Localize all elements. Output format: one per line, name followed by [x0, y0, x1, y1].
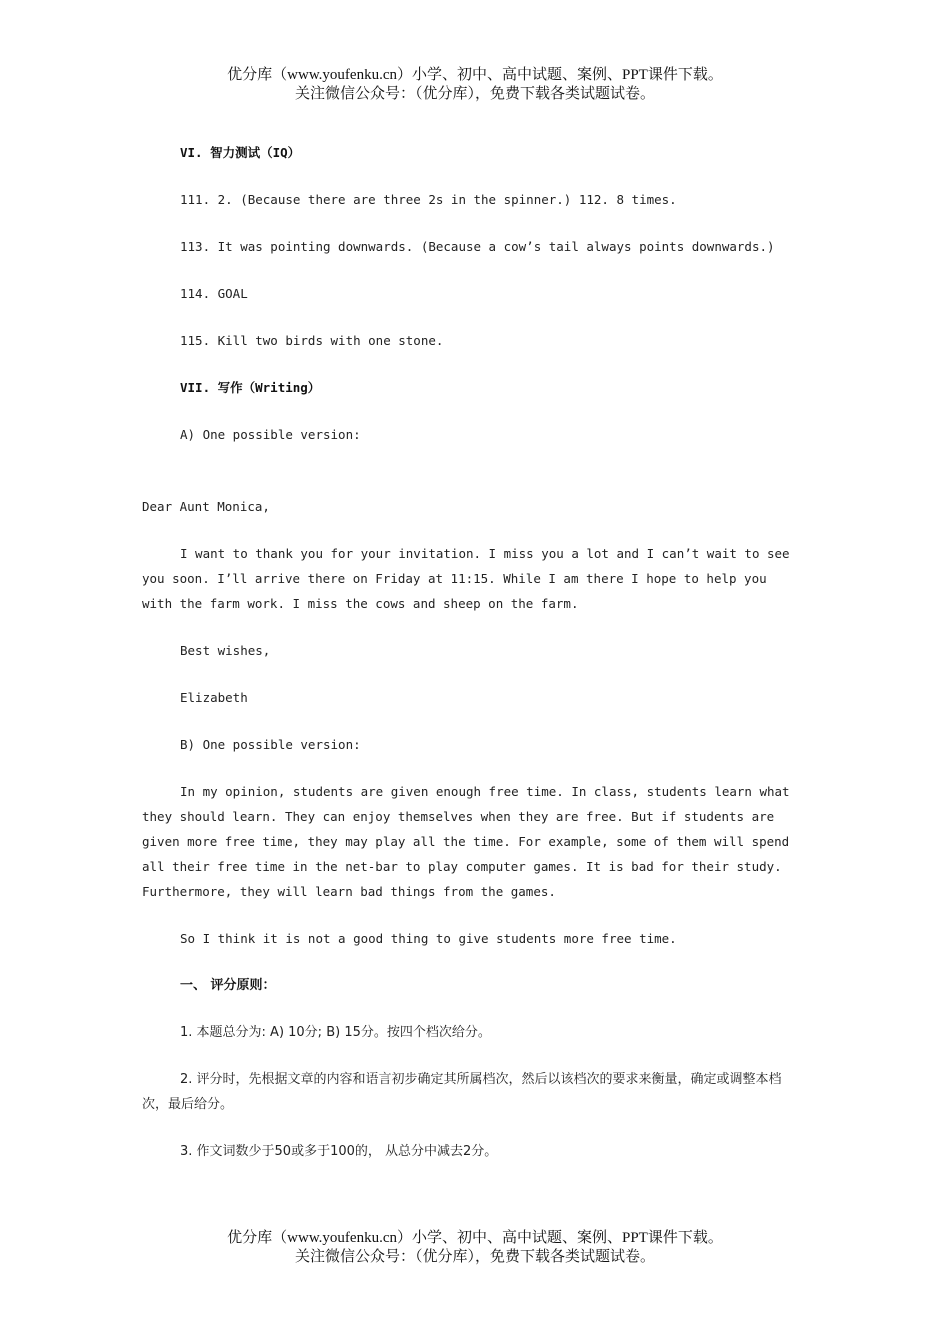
letter-greeting: Dear Aunt Monica, [142, 499, 270, 514]
answer-115: 115. Kill two birds with one stone. [180, 333, 444, 348]
letter-body: I want to thank you for your invitation. I miss you a lot and I can’t wait to see you soon. I’ll arrive there on Friday at 11:15. While I am there I hope to help you with the farm work. I miss the cows and sheep on the farm. [142, 546, 790, 611]
version-b-label: B) One possible version: [180, 737, 361, 752]
letter-closing: Best wishes, [180, 643, 271, 658]
version-a-label: A) One possible version: [180, 427, 361, 442]
section-7-title: VII. 写作（Writing） [180, 380, 321, 395]
essay-paragraph-2: So I think it is not a good thing to give students more free time. [180, 931, 677, 946]
document-body [142, 140, 802, 1186]
page-footer [0, 1229, 950, 1267]
footer-line-2: 关注微信公众号：（优分库），免费下载各类试题试卷。 [294, 1249, 655, 1265]
answer-113: 113. It was pointing downwards. (Because a cow’s tail always points downwards.) [180, 239, 775, 254]
header-line-2: 关注微信公众号：（优分库），免费下载各类试题试卷。 [294, 86, 655, 102]
scoring-rule-2: 2. 评分时，先根据文章的内容和语言初步确定其所属档次，然后以该档次的要求来衡量，确定或调整本档次，最后给分。 [142, 1072, 782, 1112]
spacer [142, 469, 802, 494]
footer-line-1: 优分库（www.youfenku.cn）小学、初中、高中试题、案例、PPT课件下载。 [227, 1230, 723, 1246]
header-line-1: 优分库（www.youfenku.cn）小学、初中、高中试题、案例、PPT课件下载。 [227, 67, 723, 83]
scoring-rule-1: 1. 本题总分为: A) 10分; B) 15分。按四个档次给分。 [180, 1025, 491, 1040]
essay-paragraph-1: In my opinion, students are given enough free time. In class, students learn what they should learn. They can enjoy themselves when they are free. But if students are given more free time, they may play all the time. For example, some of them will spend all their free time in the net-bar to play computer games. It is bad for their study. Furthermore, they will learn bad things from the games. [142, 784, 790, 899]
answer-111-112: 111. 2. (Because there are three 2s in the spinner.) 112. 8 times. [180, 192, 677, 207]
page-header [0, 66, 950, 104]
scoring-title: 一、 评分原则： [180, 978, 276, 993]
letter-signature: Elizabeth [180, 690, 248, 705]
section-6-title: VI. 智力测试（IQ） [180, 145, 301, 160]
answer-114: 114. GOAL [180, 286, 248, 301]
scoring-rule-3: 3. 作文词数少于50或多于100的， 从总分中减去2分。 [180, 1144, 498, 1159]
